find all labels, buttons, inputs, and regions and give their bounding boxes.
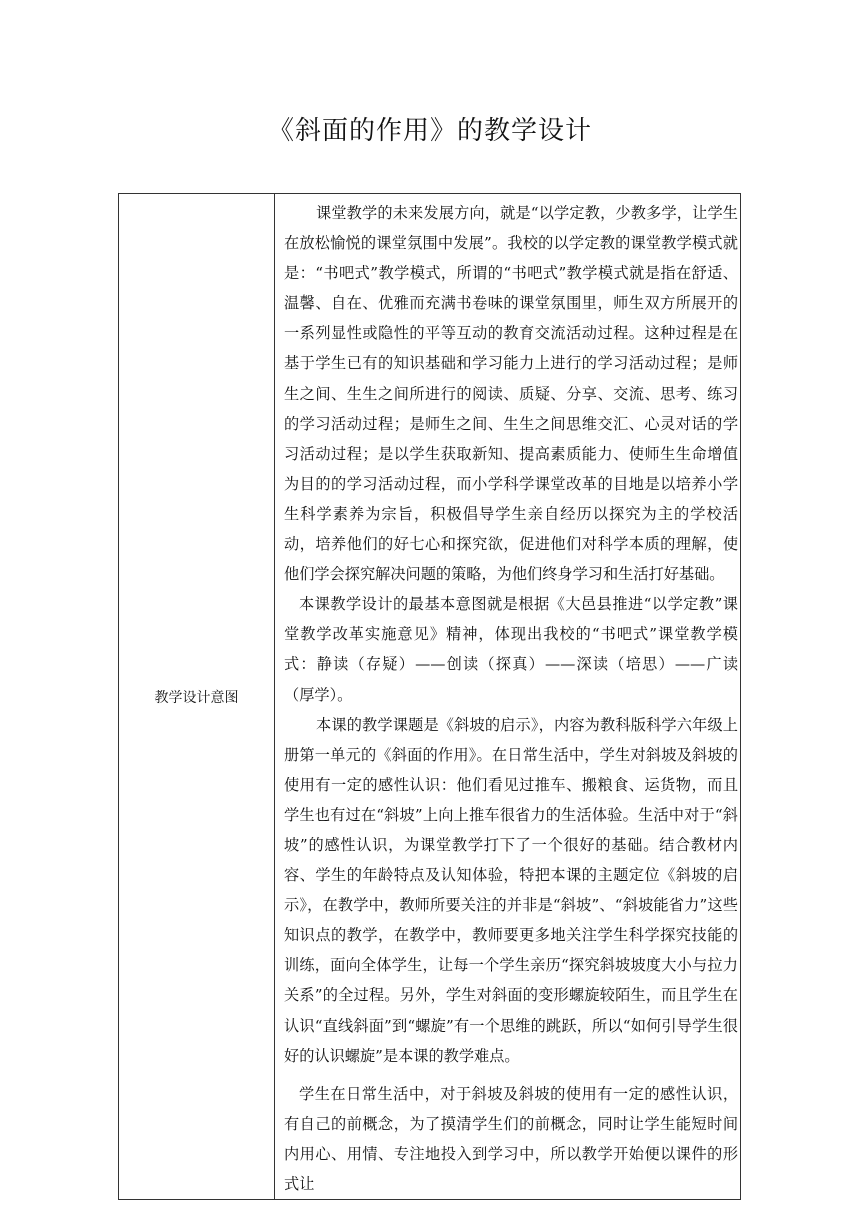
table-row xyxy=(119,194,741,1200)
document-title: 《斜面的作用》的教学设计 xyxy=(267,116,592,146)
content-cell xyxy=(275,194,741,1200)
paragraph-4: 学生在日常生活中，对于斜坡及斜坡的使用有一定的感性认识，有自己的前概念，为了摸清学生们的前概念，同时让学生能短时间内用心、用情、专注地投入到学习中，所以教学开始便以课件的形式让 xyxy=(284,1084,738,1193)
row-label: 教学设计意图 xyxy=(119,194,275,1200)
paragraph-3: 本课的教学课题是《斜坡的启示》，内容为教科版科学六年级上册第一单元的《斜面的作用》。在日常生活中，学生对斜坡及斜坡的使用有一定的感性认识：他们看见过推车、搬粮食、运货物，而且学生也有过在“斜坡”上向上推车很省力的生活体验。生活中对于“斜坡”的感性认识，为课堂教学打下了一个很好的基础。结合教材内容、学生的年龄特点及认知体验，特把本课的主题定位《斜坡的启示》，在教学中，教师所要关注的并非是“斜坡”、“斜坡能省力”这些知识点的教学，在教学中，教师要更多地关注学生科学探究技能的训练，面向全体学生，让每一个学生亲历“探究斜坡坡度大小与拉力关系”的全过程。另外，学生对斜面的变形螺旋较陌生，而且学生在认识“直线斜面”到“螺旋”有一个思维的跳跃，所以“如何引导学生很好的认识螺旋”是本课的教学难点。 xyxy=(284,715,738,1065)
paragraph-2: 本课教学设计的最基本意图就是根据《大邑县推进“以学定教”课堂教学改革实施意见》精神，体现出我校的“书吧式”课堂教学模式：静读（存疑）——创读（探真）——深读（培思）——广读（厚学）。 xyxy=(284,595,738,704)
paragraph-1: 课堂教学的未来发展方向，就是“以学定教，少教多学，让学生在放松愉悦的课堂氛围中发展”。我校的以学定教的课堂教学模式就是：“书吧式”教学模式，所谓的“书吧式”教学模式就是指在舒适、温馨、自在、优雅而充满书卷味的课堂氛围里，师生双方所展开的一系列显性或隐性的平等互动的教育交流活动过程。这种过程是在基于学生已有的知识基础和学习能力上进行的学习活动过程；是师生之间、生生之间所进行的阅读、质疑、分享、交流、思考、练习的学习活动过程；是师生之间、生生之间思维交汇、心灵对话的学习活动过程；是以学生获取新知、提高素质能力、使师生生命增值为目的的学习活动过程，而小学科学课堂改革的目地是以培养小学生科学素养为宗旨，积极倡导学生亲自经历以探究为主的学校活动，培养他们的好七心和探究欲，促进他们对科学本质的理解，使他们学会探究解决问题的策略，为他们终身学习和生活打好基础。 xyxy=(284,204,738,584)
design-table xyxy=(118,193,741,1200)
